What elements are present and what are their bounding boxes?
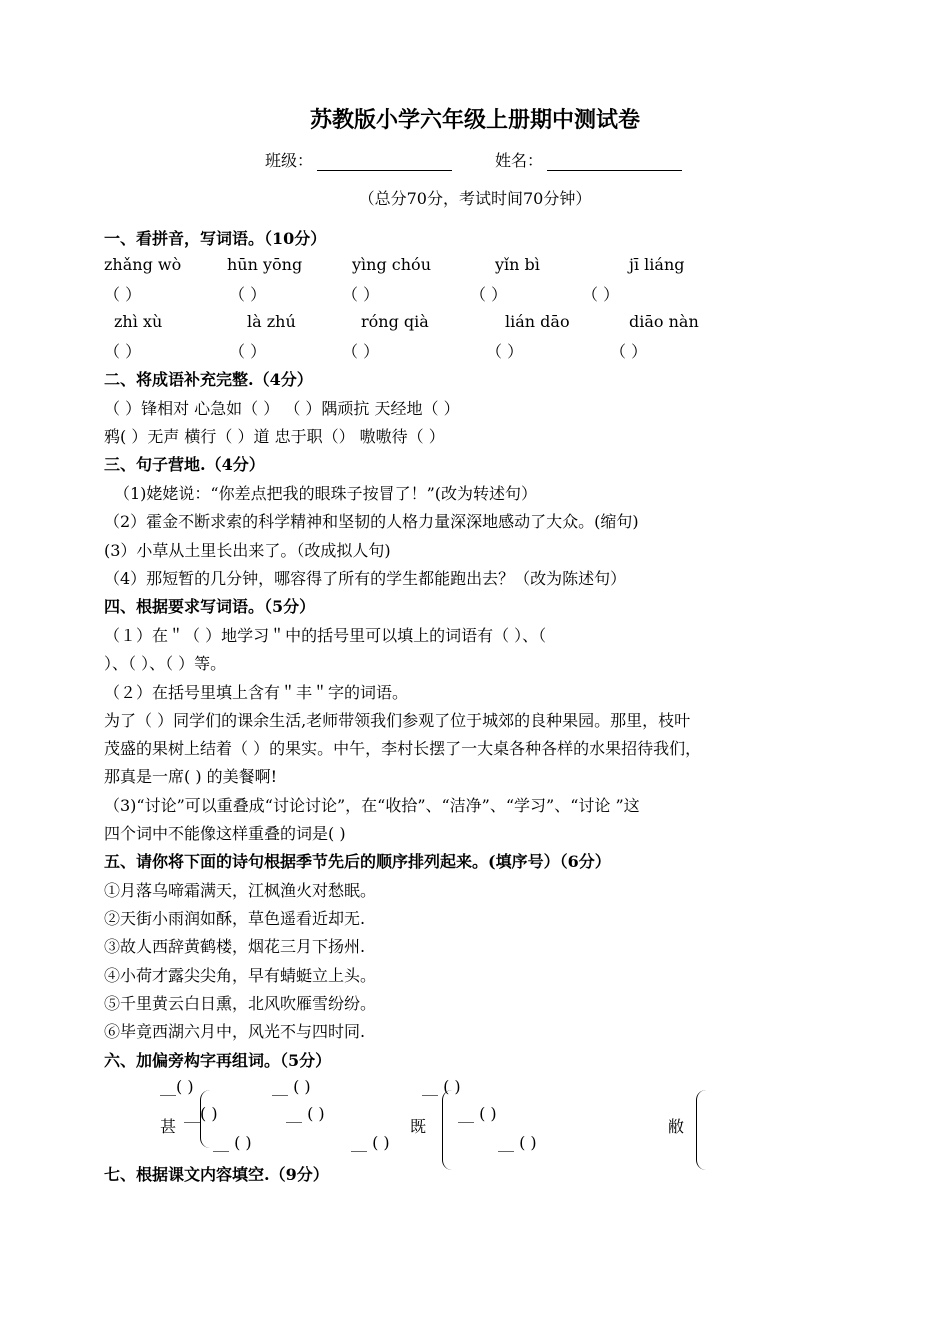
- class-blank[interactable]: [317, 152, 452, 171]
- answer-bracket-5[interactable]: （ ）: [582, 285, 620, 304]
- section-5-heading: 五、请你将下面的诗句根据季节先后的顺序排列起来。(填序号）（6分）: [104, 852, 611, 871]
- answer-bracket-2[interactable]: （ ）: [229, 285, 267, 304]
- section-7-heading: 七、根据课文内容填空.（9分）: [104, 1165, 329, 1184]
- brace-2: [442, 1090, 457, 1170]
- radical-blank-9[interactable]: __ ( ): [498, 1133, 537, 1152]
- pinyin-2: hūn yōng: [227, 255, 303, 274]
- sentence-q3: (3）小草从土里长出来了。（改成拟人句): [104, 541, 391, 560]
- pinyin-4: yǐn bì: [495, 255, 540, 274]
- pinyin-9: lián dāo: [505, 312, 570, 331]
- paragraph-line-2: 茂盛的果树上结着（ ）的果实。中午，李村长摆了一大桌各种各样的水果招待我们，: [104, 739, 702, 758]
- idiom-line-2: 鸦( ）无声 横行（ ）道 忠于职（） 嗷嗷待（ ）: [104, 427, 445, 446]
- pinyin-10: diāo nàn: [629, 312, 699, 331]
- answer-bracket-8[interactable]: （ ）: [342, 342, 380, 361]
- pinyin-7: là zhú: [247, 312, 296, 331]
- radical-blank-8[interactable]: __ ( ): [458, 1104, 497, 1123]
- section-2-heading: 二、将成语补充完整.（4分）: [104, 370, 313, 389]
- poem-line-4: ④小荷才露尖尖角，早有蜻蜓立上头。: [104, 966, 377, 985]
- words-q2: （２）在括号里填上含有＂丰＂字的词语。: [104, 683, 409, 702]
- answer-bracket-7[interactable]: （ ）: [229, 342, 267, 361]
- brace-3: [696, 1090, 711, 1170]
- answer-bracket-6[interactable]: （ ）: [104, 342, 142, 361]
- section-3-heading: 三、句子营地.（4分）: [104, 455, 265, 474]
- pinyin-5: jī liáng: [629, 255, 685, 274]
- class-label: 班级：: [265, 151, 314, 170]
- words-q3-line1: （3)“讨论”可以重叠成“讨论讨论”，在“收拾”、“洁净”、“学习”、“讨论 ”这: [104, 796, 640, 815]
- radical-blank-3[interactable]: __( ): [184, 1104, 218, 1123]
- radical-blank-6[interactable]: __ ( ): [351, 1133, 390, 1152]
- poem-line-6: ⑥毕竟西湖六月中，风光不与四时同.: [104, 1022, 366, 1041]
- paragraph-line-3: 那真是一席( ) 的美餐啊!: [104, 767, 278, 786]
- poem-line-5: ⑤千里黄云白日熏，北风吹雁雪纷纷。: [104, 994, 377, 1013]
- pinyin-6: zhì xù: [114, 312, 163, 331]
- radical-blank-4[interactable]: __ ( ): [286, 1104, 325, 1123]
- sentence-q2: （2）霍金不断求索的科学精神和坚韧的人格力量深深地感动了大众。(缩句): [104, 512, 639, 531]
- radical-blank-2[interactable]: __ ( ): [272, 1077, 311, 1096]
- section-4-heading: 四、根据要求写词语。（5分）: [104, 597, 316, 616]
- words-q3-line2: 四个词中不能像这样重叠的词是( ): [104, 824, 346, 843]
- base-char-2: 既: [410, 1117, 427, 1136]
- base-char-1: 甚: [160, 1117, 177, 1136]
- name-field[interactable]: [495, 148, 682, 171]
- radical-blank-1[interactable]: __( ): [160, 1077, 194, 1096]
- radical-blank-7[interactable]: __ ( ): [422, 1077, 461, 1096]
- sentence-q4: （4）那短暂的几分钟，哪容得了所有的学生都能跑出去？（改为陈述句）: [104, 569, 627, 588]
- poem-line-1: ①月落乌啼霜满天，江枫渔火对愁眠。: [104, 881, 377, 900]
- answer-bracket-4[interactable]: （ ）: [470, 285, 508, 304]
- sentence-q1: （1)姥姥说：“你差点把我的眼珠子按冒了！”(改为转述句）: [114, 484, 538, 503]
- pinyin-1: zhǎng wò: [104, 255, 182, 274]
- name-label: 姓名：: [495, 151, 544, 170]
- name-blank[interactable]: [547, 152, 682, 171]
- class-field[interactable]: [265, 148, 452, 171]
- poem-line-2: ②天街小雨润如酥，草色遥看近却无.: [104, 909, 366, 928]
- section-6-heading: 六、加偏旁构字再组词。（5分）: [104, 1051, 332, 1070]
- base-char-3: 敝: [668, 1117, 685, 1136]
- answer-bracket-10[interactable]: （ ）: [610, 342, 648, 361]
- answer-bracket-3[interactable]: （ ）: [342, 285, 380, 304]
- pinyin-3: yìng chóu: [352, 255, 431, 274]
- words-q1-line2: ）、（ ）、（ ）等。: [104, 654, 227, 673]
- paragraph-line-1: 为了（ ）同学们的课余生活,老师带领我们参观了位于城郊的良种果园。那里，枝叶: [104, 711, 691, 730]
- words-q1-line1: （１）在＂（ ）地学习＂中的括号里可以填上的词语有（ ）、（: [104, 626, 547, 645]
- radical-blank-5[interactable]: __ ( ): [213, 1133, 252, 1152]
- answer-bracket-9[interactable]: （ ）: [486, 342, 524, 361]
- pinyin-8: róng qià: [361, 312, 429, 331]
- section-1-heading: 一、看拼音，写词语。（10分）: [104, 229, 327, 248]
- idiom-line-1: （ ）锋相对 心急如（ ） （ ）隅顽抗 天经地（ ）: [104, 399, 460, 418]
- poem-line-3: ③故人西辞黄鹤楼，烟花三月下扬州.: [104, 937, 366, 956]
- exam-info: （总分70分，考试时间70分钟）: [358, 189, 592, 208]
- page-title: 苏教版小学六年级上册期中测试卷: [309, 107, 640, 133]
- answer-bracket-1[interactable]: （ ）: [104, 285, 142, 304]
